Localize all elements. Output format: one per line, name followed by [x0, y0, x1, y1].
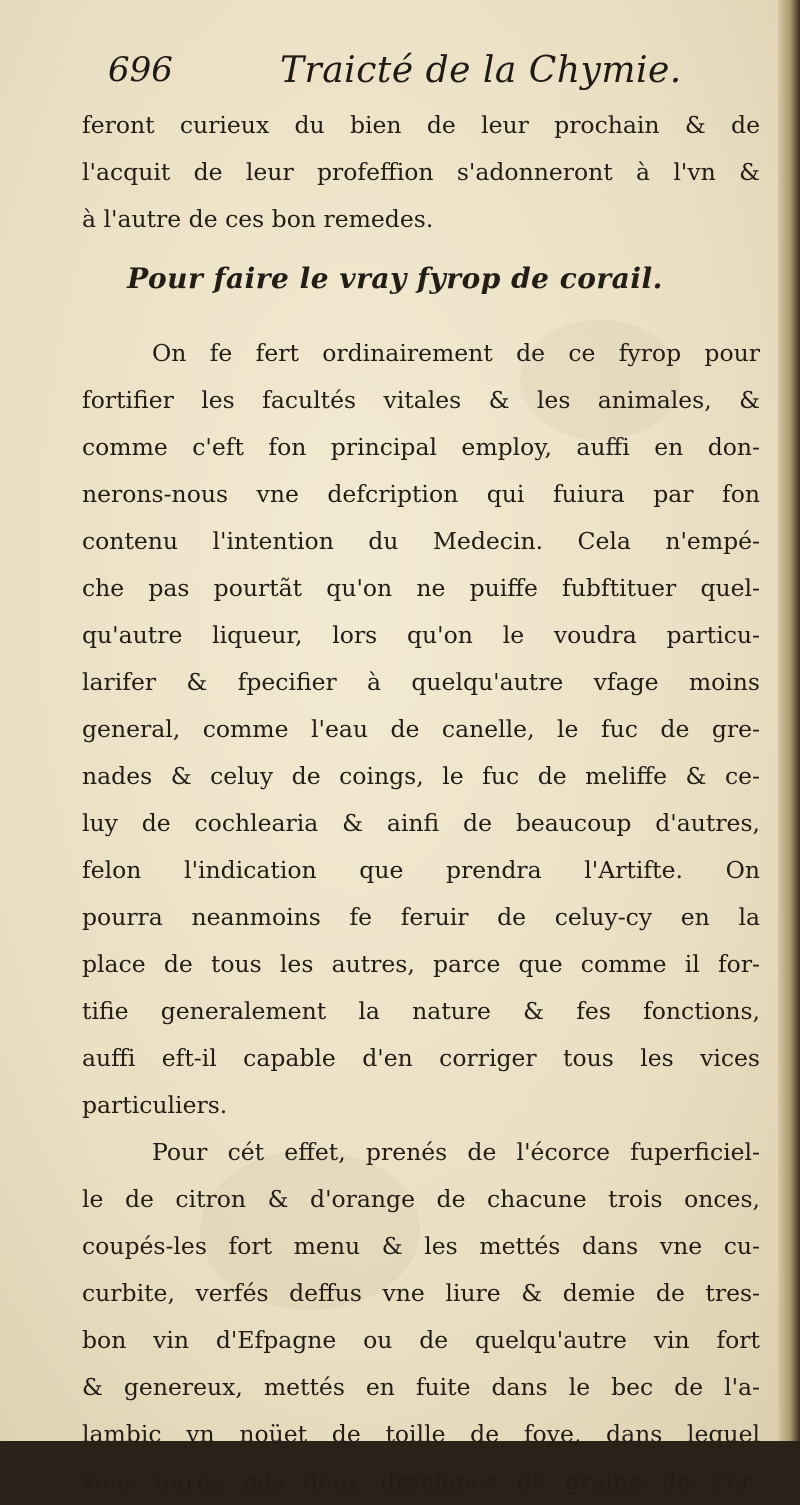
text-line: vous aurés mis deux drachmes de graine de Ker- — [82, 1467, 760, 1495]
text-line: Pour cét effet, prenés de l'écorce fuperficiel- — [152, 1138, 760, 1166]
intro-paragraph — [82, 102, 760, 243]
text-line: curbite, verfés deffus vne liure & demie de tres- — [82, 1279, 760, 1307]
text-line: contenu l'intention du Medecin. Cela n'empé- — [82, 527, 760, 555]
text-line: luy de cochlearia & ainfi de beaucoup d'autres, — [82, 809, 760, 837]
text-line: nerons-nous vne defcription qui fuiura par fon — [82, 480, 760, 508]
text-line: place de tous les autres, parce que comme il for- — [82, 950, 760, 978]
text-line: larifer & fpecifier à quelqu'autre vfage moins — [82, 668, 760, 696]
page-header — [108, 50, 708, 110]
text-line: bon vin d'Efpagne ou de quelqu'autre vin fort — [82, 1326, 760, 1354]
text-line: fortifier les facultés vitales & les animales, & — [82, 386, 760, 414]
text-line: le de citron & d'orange de chacune trois onces, — [82, 1185, 760, 1213]
text-line: & genereux, mettés en fuite dans le bec de l'a- — [82, 1373, 760, 1401]
text-line: coupés-les fort menu & les mettés dans vne cu- — [82, 1232, 760, 1260]
text-line: qu'autre liqueur, lors qu'on le voudra particu- — [82, 621, 760, 649]
text-line: felon l'indication que prendra l'Artifte. On — [82, 856, 760, 884]
text-line: On fe fert ordinairement de ce fyrop pour — [152, 339, 760, 367]
text-line: à l'autre de ces bon remedes. — [82, 205, 434, 233]
text-line: pourra neanmoins fe feruir de celuy-cy en la — [82, 903, 760, 931]
text-line: particuliers. — [82, 1091, 228, 1119]
text-line: comme c'eft fon principal employ, auffi en don- — [82, 433, 760, 461]
book-gutter — [778, 0, 800, 1441]
section-heading: Pour faire le vray fyrop de corail. — [127, 262, 663, 295]
text-line: l'acquit de leur profeffion s'adonneront à l'vn & — [82, 158, 760, 186]
text-line: che pas pourtãt qu'on ne puiffe fubftituer quel- — [82, 574, 760, 602]
body-text — [82, 330, 760, 1505]
text-line: tifie generalement la nature & fes fonctions, — [82, 997, 760, 1025]
text-line: nades & celuy de coings, le fuc de meliffe & ce- — [82, 762, 760, 790]
page-number: 696 — [108, 50, 173, 90]
text-line: auffi eft-il capable d'en corriger tous les vices — [82, 1044, 760, 1072]
text-line: feront curieux du bien de leur prochain & de — [82, 111, 760, 139]
running-title: Traicté de la Chymie. — [280, 50, 682, 91]
text-line: general, comme l'eau de canelle, le fuc de gre- — [82, 715, 760, 743]
text-line: lambic vn noüet de toille de foye, dans lequel — [82, 1420, 760, 1448]
